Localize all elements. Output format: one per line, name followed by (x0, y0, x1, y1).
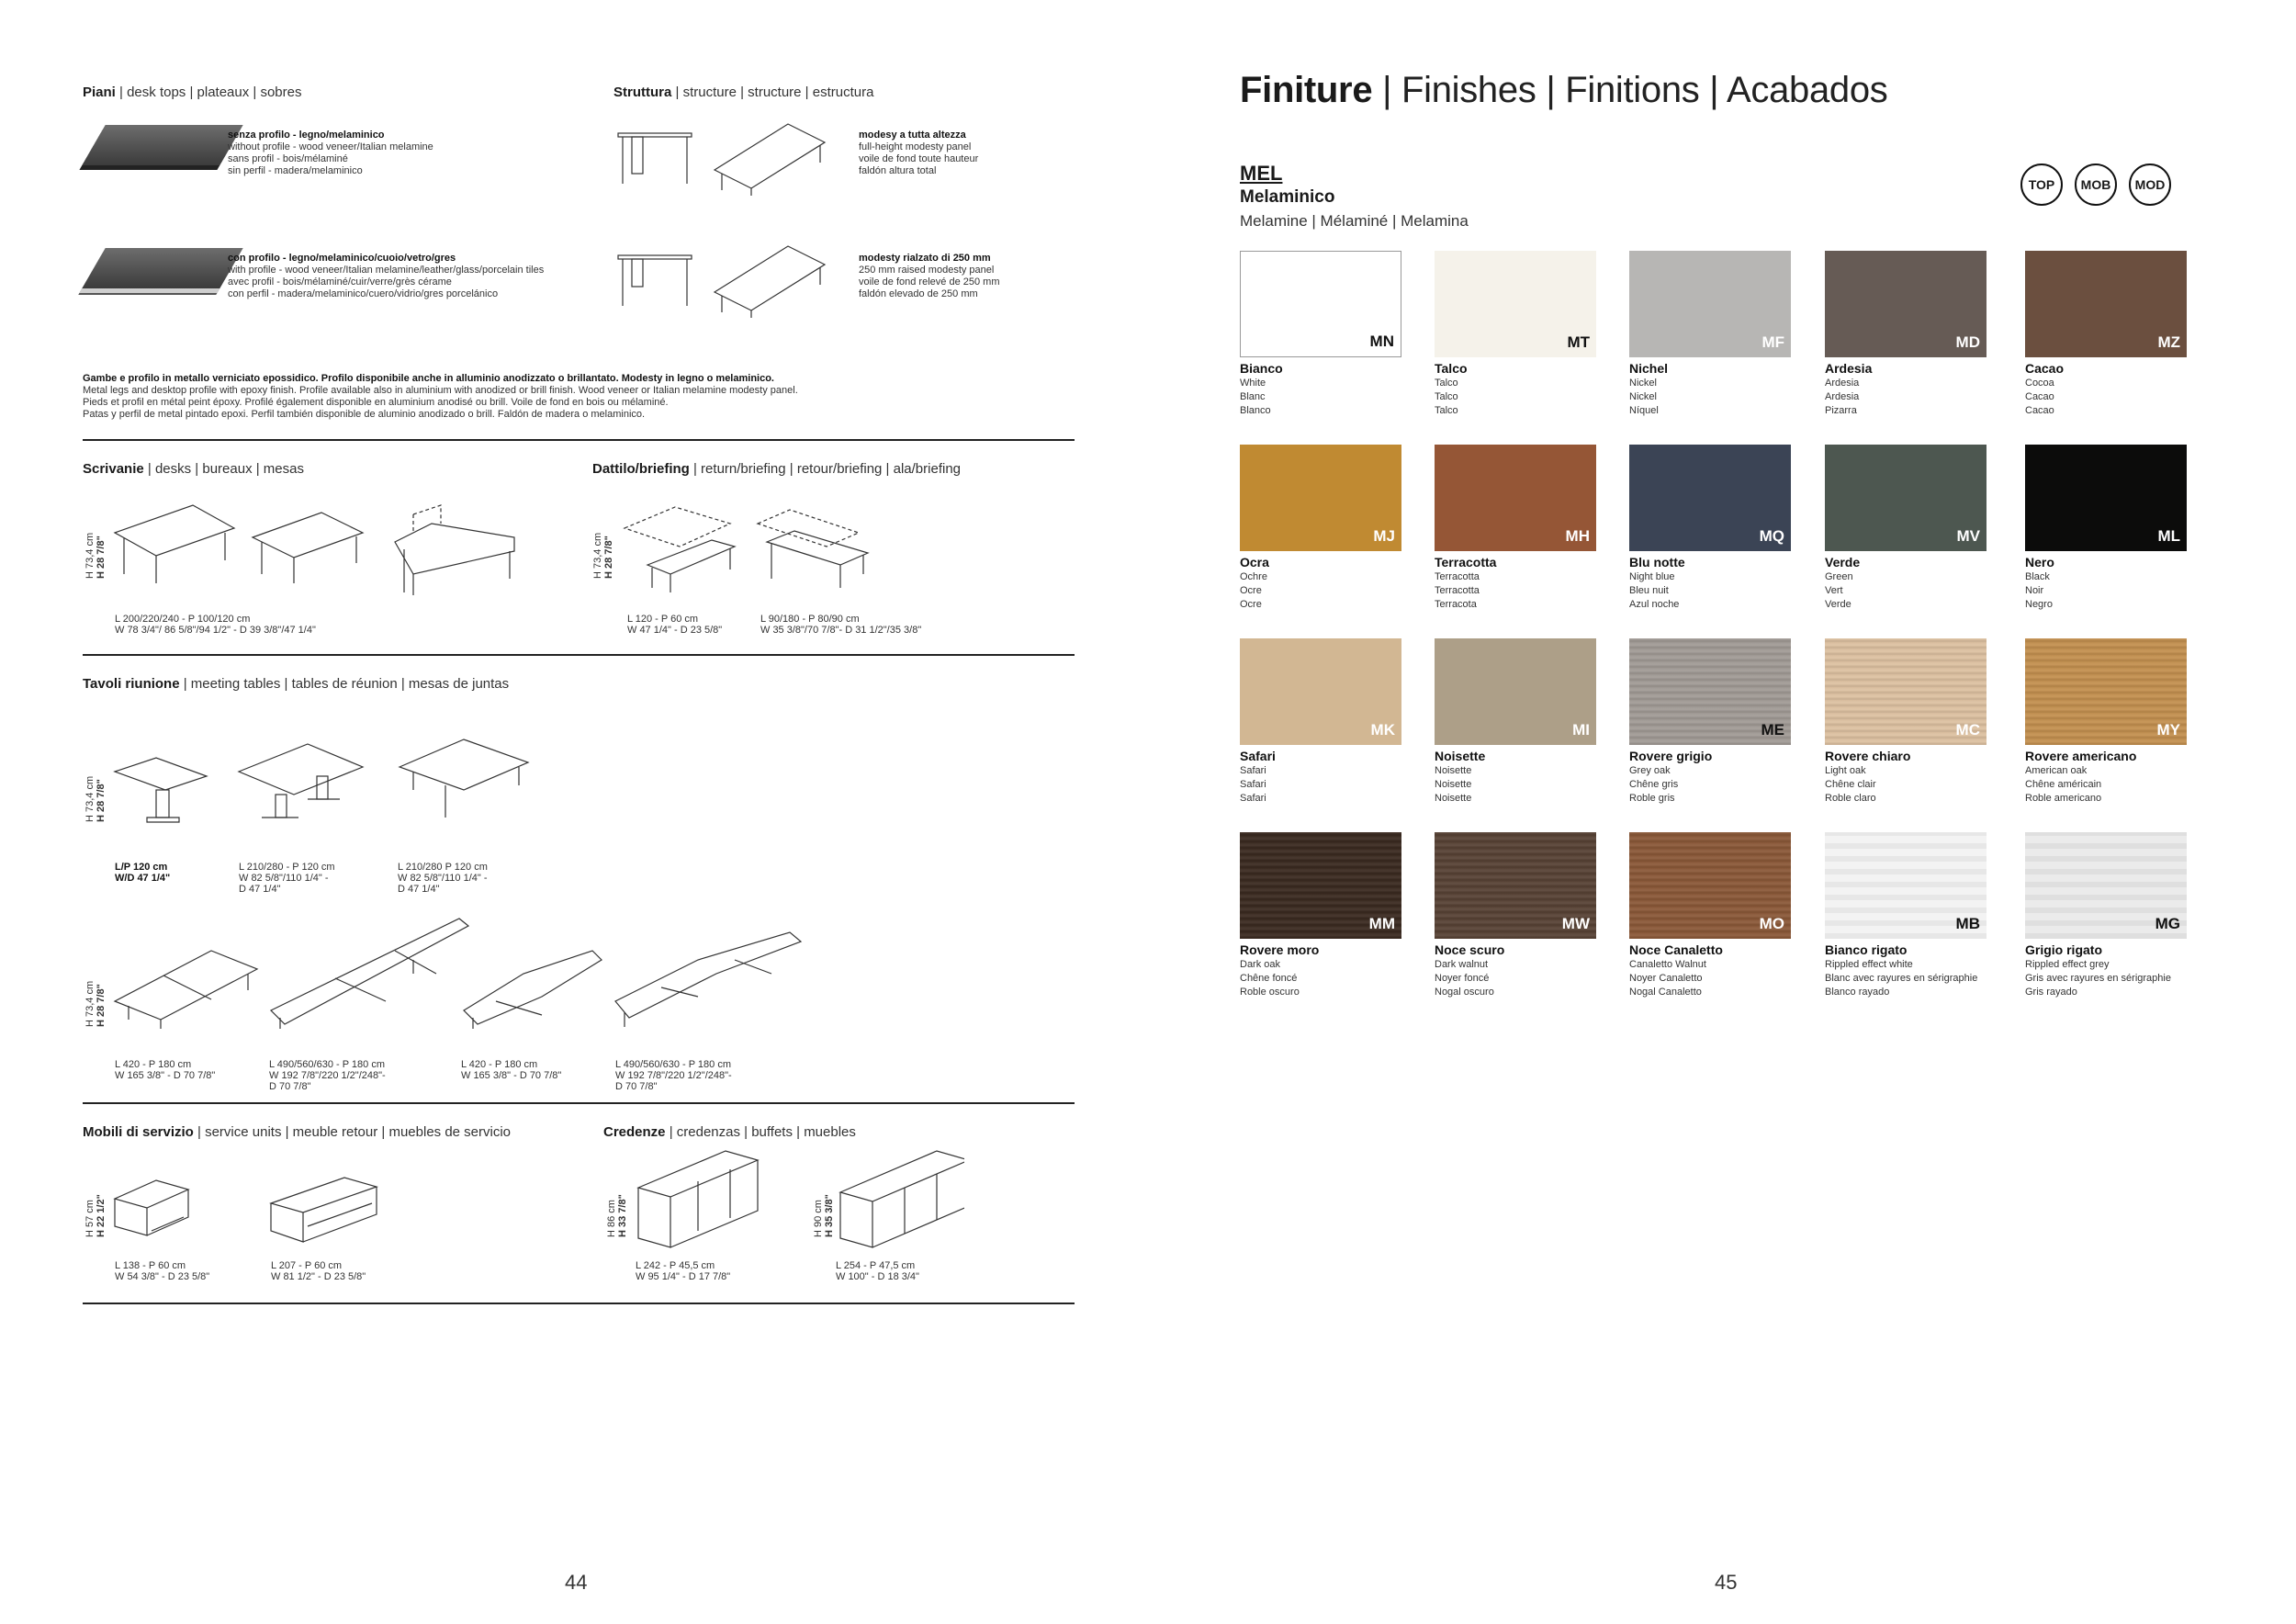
swatch-name: Noisette (1435, 749, 1486, 763)
finish-swatch-mv (1825, 445, 1986, 551)
finish-swatch-mc (1825, 638, 1986, 745)
finish-swatch-mi (1435, 638, 1596, 745)
swatch-code: MF (1761, 333, 1784, 351)
height-label: H 86 cm H 33 7/8" (606, 1194, 628, 1237)
credenzas-drawing (634, 1146, 964, 1257)
swatch-name: Cacao (2025, 361, 2065, 376)
swatch-name: Rovere grigio (1629, 749, 1713, 763)
swatch-name: Grigio rigato (2025, 942, 2102, 957)
swatch-name: Bianco (1240, 361, 1283, 376)
badge-mod: MOD (2129, 164, 2171, 206)
section-title-mobili: Mobili di servizio | service units | meuble retour | muebles de servicio (83, 1124, 512, 1140)
swatch-translation-en: Rippled effect grey (2025, 959, 2110, 970)
big-table-dims-2: L 490/560/630 - P 180 cm W 192 7/8"/220 1/2"/248"- D 70 7/8" (269, 1059, 386, 1092)
finish-swatch-mn (1240, 251, 1401, 357)
finish-swatch-mt (1435, 251, 1596, 357)
swatch-translation-en: Noisette (1435, 765, 1472, 776)
swatch-label (1435, 361, 1609, 418)
swatch-label (1240, 555, 1414, 612)
swatch-code: MN (1369, 333, 1394, 350)
modesty-raised-drawing (613, 237, 852, 320)
swatch-translation-en: Ardesia (1825, 378, 1860, 389)
swatch-translation-es: Níquel (1629, 405, 1659, 416)
swatch-name: Terracotta (1435, 555, 1497, 570)
swatch-translation-es: Pizarra (1825, 405, 1857, 416)
swatch-label (1435, 555, 1609, 612)
swatch-translation-en: American oak (2025, 765, 2088, 776)
swatch-translation-fr: Blanc avec rayures en sérigraphie (1825, 973, 1978, 984)
finish-swatch-mj (1240, 445, 1401, 551)
big-table-dims-4: L 490/560/630 - P 180 cm W 192 7/8"/220 1/2"/248"- D 70 7/8" (615, 1059, 732, 1092)
swatch-code: MV (1956, 527, 1980, 545)
finish-swatch-mw (1435, 832, 1596, 939)
swatch-code: MO (1759, 915, 1784, 932)
swatch-label (1825, 361, 1999, 418)
swatch-translation-fr: Terracotta (1435, 585, 1480, 596)
section-title-dattilo: Dattilo/briefing | return/briefing | retour/briefing | ala/briefing (592, 461, 962, 477)
swatch-translation-fr: Chêne clair (1825, 779, 1876, 790)
modesty-raised-description: modesty rialzato di 250 mm 250 mm raised modesty panel voile de fond relevé de 250 mm faldón elevado de 250 mm (859, 253, 1000, 299)
swatch-translation-en: Terracotta (1435, 571, 1480, 582)
swatch-label (1629, 749, 1804, 806)
swatch-translation-es: Cacao (2025, 405, 2054, 416)
swatch-code: MJ (1373, 527, 1395, 545)
modesty-full-height-drawing (613, 115, 852, 197)
credenza-dims-2: L 254 - P 47,5 cm W 100" - D 18 3/4" (836, 1260, 919, 1282)
section-title-tavoli: Tavoli riunione | meeting tables | tables de réunion | mesas de juntas (83, 676, 510, 692)
section-title-scrivanie: Scrivanie | desks | bureaux | mesas (83, 461, 304, 477)
swatch-translation-fr: Noir (2025, 585, 2044, 596)
page-number: 45 (1715, 1571, 1738, 1594)
swatch-code: MC (1955, 721, 1980, 739)
swatch-label (1629, 942, 1804, 999)
service-unit-dims-2: L 207 - P 60 cm W 81 1/2" - D 23 5/8" (271, 1260, 366, 1282)
swatch-code: MD (1955, 333, 1980, 351)
swatch-translation-es: Talco (1435, 405, 1458, 416)
swatch-label (1825, 942, 1999, 999)
swatch-translation-es: Azul noche (1629, 599, 1680, 610)
swatch-name: Verde (1825, 555, 1861, 570)
finish-swatch-md (1825, 251, 1986, 357)
swatch-code: MM (1368, 915, 1395, 932)
section-title-credenze: Credenze | credenzas | buffets | muebles (603, 1124, 856, 1140)
swatch-code: MB (1955, 915, 1980, 932)
swatch-label (1240, 361, 1414, 418)
meeting-tables-small-drawing (110, 735, 551, 836)
swatch-label (1240, 942, 1414, 999)
swatch-translation-fr: Vert (1825, 585, 1843, 596)
desks-drawing (110, 487, 523, 597)
swatch-translation-es: Blanco (1240, 405, 1271, 416)
swatch-translation-es: Noisette (1435, 793, 1472, 804)
swatch-label (1435, 749, 1609, 806)
swatch-translation-en: Night blue (1629, 571, 1675, 582)
swatch-translation-es: Ocre (1240, 599, 1262, 610)
swatch-translation-fr: Chêne américain (2025, 779, 2102, 790)
finish-swatch-mb (1825, 832, 1986, 939)
swatch-translation-fr: Talco (1435, 391, 1458, 402)
swatch-translation-en: Black (2025, 571, 2050, 582)
swatch-code: MT (1567, 333, 1590, 351)
badge-top: TOP (2020, 164, 2063, 206)
swatch-translation-es: Nogal Canaletto (1629, 987, 1702, 998)
swatch-label (1240, 749, 1414, 806)
swatch-name: Rovere chiaro (1825, 749, 1911, 763)
swatch-code: ML (2157, 527, 2180, 545)
finish-swatch-me (1629, 638, 1791, 745)
swatch-translation-es: Roble claro (1825, 793, 1876, 804)
modesty-full-description: modesy a tutta altezza full-height modesty panel voile de fond toute hauteur faldón altura total (859, 130, 979, 176)
swatch-translation-fr: Gris avec rayures en sérigraphie (2025, 973, 2171, 984)
height-label: H 73,4 cm H 28 7/8" (592, 532, 614, 579)
finish-swatch-mz (2025, 251, 2187, 357)
swatch-name: Nichel (1629, 361, 1669, 376)
height-label: H 73,4 cm H 28 7/8" (84, 980, 107, 1027)
swatch-translation-en: Green (1825, 571, 1853, 582)
section-title-struttura: Struttura | structure | structure | estructura (613, 85, 874, 100)
swatch-translation-fr: Safari (1240, 779, 1266, 790)
swatch-label (1825, 555, 1999, 612)
swatch-label (2025, 942, 2200, 999)
meeting-tables-large-drawing (110, 909, 808, 1038)
swatch-translation-es: Verde (1825, 599, 1851, 610)
swatch-name: Nero (2025, 555, 2054, 570)
swatch-translation-en: Dark walnut (1435, 959, 1489, 970)
swatch-translation-fr: Ardesia (1825, 391, 1860, 402)
service-units-drawing (110, 1176, 386, 1249)
finish-swatch-mm (1240, 832, 1401, 939)
swatch-translation-es: Negro (2025, 599, 2053, 610)
swatch-name: Talco (1435, 361, 1468, 376)
legs-description: Gambe e profilo in metallo verniciato epossidico. Profilo disponibile anche in alluminio anodizzato o brillantato. Modesty in legno o melaminico. Metal legs and desktop profile with epoxy finish. Profile available also in aluminium with anodized or brill finish. Wood veneer or Italian melamine modesty panel. Pieds et profil en métal peint époxy. Profilé également disponible en aluminium anodisé ou brill. Voile de fond en bois ou mélaminé. Patas y perfil de metal pintado epoxi. Perfil también disponible de aluminio anodizado o brill. Faldón de madera o melaminico. (83, 373, 798, 420)
meeting-table-dims-2: L 210/280 - P 120 cm W 82 5/8"/110 1/4" - D 47 1/4" (239, 862, 335, 895)
page-number: 44 (565, 1571, 588, 1594)
swatch-translation-en: Canaletto Walnut (1629, 959, 1706, 970)
swatch-name: Safari (1240, 749, 1276, 763)
service-unit-dims-1: L 138 - P 60 cm W 54 3/8" - D 23 5/8" (115, 1260, 210, 1282)
meeting-table-dims-3: L 210/280 P 120 cm W 82 5/8"/110 1/4" - D 47 1/4" (398, 862, 488, 895)
finish-swatch-mf (1629, 251, 1791, 357)
finish-code: MEL (1240, 162, 1283, 185)
credenza-dims-1: L 242 - P 45,5 cm W 95 1/4" - D 17 7/8" (636, 1260, 731, 1282)
desks-dimensions: L 200/220/240 - P 100/120 cm W 78 3/4"/ 86 5/8"/94 1/2" - D 39 3/8"/47 1/4" (115, 614, 316, 636)
swatch-name: Blu notte (1629, 555, 1685, 570)
swatch-name: Rovere moro (1240, 942, 1320, 957)
swatch-code: MW (1561, 915, 1590, 932)
finish-swatch-mh (1435, 445, 1596, 551)
divider (83, 1102, 1075, 1104)
height-label: H 57 cm H 22 1/2" (84, 1194, 107, 1237)
swatch-translation-en: Safari (1240, 765, 1266, 776)
page-title: Finiture | Finishes | Finitions | Acabados (1240, 70, 1888, 110)
swatch-code: MQ (1759, 527, 1784, 545)
swatch-translation-es: Terracota (1435, 599, 1477, 610)
swatch-label (1629, 361, 1804, 418)
swatch-code: MZ (2157, 333, 2180, 351)
swatch-label (1825, 749, 1999, 806)
finish-name: Melaminico (1240, 187, 1335, 207)
swatch-translation-en: Light oak (1825, 765, 1866, 776)
swatch-label (2025, 555, 2200, 612)
height-label: H 73,4 cm H 28 7/8" (84, 775, 107, 822)
swatch-translation-fr: Chêne gris (1629, 779, 1679, 790)
swatch-label (2025, 361, 2200, 418)
swatch-name: Rovere americano (2025, 749, 2137, 763)
swatch-translation-fr: Bleu nuit (1629, 585, 1669, 596)
divider (83, 654, 1075, 656)
swatch-translation-fr: Blanc (1240, 391, 1266, 402)
briefing-drawing (620, 487, 923, 597)
swatch-code: MH (1565, 527, 1590, 545)
swatch-translation-es: Safari (1240, 793, 1266, 804)
finish-swatch-mq (1629, 445, 1791, 551)
meeting-table-dims-1: L/P 120 cm W/D 47 1/4" (115, 862, 171, 884)
right-page (1148, 0, 2296, 1624)
swatch-translation-fr: Noyer Canaletto (1629, 973, 1703, 984)
swatch-translation-es: Nogal oscuro (1435, 987, 1494, 998)
divider (83, 439, 1075, 441)
swatch-name: Ardesia (1825, 361, 1873, 376)
swatch-translation-es: Roble americano (2025, 793, 2102, 804)
finish-swatch-ml (2025, 445, 2187, 551)
swatch-translation-es: Blanco rayado (1825, 987, 1890, 998)
swatch-translation-es: Gris rayado (2025, 987, 2077, 998)
swatch-translation-en: Rippled effect white (1825, 959, 1913, 970)
swatch-translation-en: Nickel (1629, 378, 1657, 389)
swatch-translation-fr: Cacao (2025, 391, 2054, 402)
divider (83, 1303, 1075, 1304)
swatch-translation-fr: Ocre (1240, 585, 1262, 596)
finish-swatch-mk (1240, 638, 1401, 745)
swatch-translation-en: Cocoa (2025, 378, 2054, 389)
swatch-code: MI (1572, 721, 1590, 739)
desk-top-image-no-profile (83, 118, 220, 182)
briefing-dimensions-b: L 90/180 - P 80/90 cm W 35 3/8"/70 7/8"- D 31 1/2"/35 3/8" (760, 614, 922, 636)
swatch-name: Noce Canaletto (1629, 942, 1723, 957)
top-description-with-profile: con profilo - legno/melaminico/cuoio/vetro/gres with profile - wood veneer/Italian melamine/leather/glass/porcelain tiles avec profil - bois/mélaminé/cuir/verre/grès cérame con perfil - madera/melaminico/cuero/vidrio/gres porcelánico (228, 253, 545, 299)
finish-translations: Melamine | Mélaminé | Melamina (1240, 212, 1469, 230)
finish-swatch-my (2025, 638, 2187, 745)
height-label: H 73,4 cm H 28 7/8" (84, 532, 107, 579)
big-table-dims-3: L 420 - P 180 cm W 165 3/8" - D 70 7/8" (461, 1059, 562, 1081)
swatch-translation-en: Grey oak (1629, 765, 1671, 776)
swatch-name: Noce scuro (1435, 942, 1505, 957)
desk-top-image-with-profile (83, 241, 220, 305)
briefing-dimensions-a: L 120 - P 60 cm W 47 1/4" - D 23 5/8" (627, 614, 723, 636)
badge-mob: MOB (2075, 164, 2117, 206)
swatch-translation-fr: Chêne foncé (1240, 973, 1298, 984)
top-description-no-profile: senza profilo - legno/melaminico without profile - wood veneer/Italian melamine sans profil - bois/mélaminé sin perfil - madera/melaminico (228, 130, 433, 176)
swatch-code: MG (2155, 915, 2180, 932)
swatch-translation-es: Roble oscuro (1240, 987, 1300, 998)
swatch-code: ME (1761, 721, 1784, 739)
swatch-name: Bianco rigato (1825, 942, 1908, 957)
swatch-label (1435, 942, 1609, 999)
swatch-code: MY (2156, 721, 2180, 739)
swatch-translation-en: Dark oak (1240, 959, 1281, 970)
swatch-translation-fr: Nickel (1629, 391, 1657, 402)
swatch-translation-en: White (1240, 378, 1266, 389)
swatch-translation-es: Roble gris (1629, 793, 1675, 804)
section-title-piani: Piani | desk tops | plateaux | sobres (83, 85, 302, 100)
finish-swatch-mg (2025, 832, 2187, 939)
finish-swatch-mo (1629, 832, 1791, 939)
swatch-code: MK (1370, 721, 1395, 739)
swatch-translation-en: Talco (1435, 378, 1458, 389)
height-label: H 90 cm H 35 3/8" (813, 1194, 835, 1237)
swatch-label (2025, 749, 2200, 806)
swatch-translation-fr: Noisette (1435, 779, 1472, 790)
swatch-translation-en: Ochre (1240, 571, 1267, 582)
swatch-label (1629, 555, 1804, 612)
swatch-name: Ocra (1240, 555, 1269, 570)
swatch-translation-fr: Noyer foncé (1435, 973, 1490, 984)
big-table-dims-1: L 420 - P 180 cm W 165 3/8" - D 70 7/8" (115, 1059, 216, 1081)
